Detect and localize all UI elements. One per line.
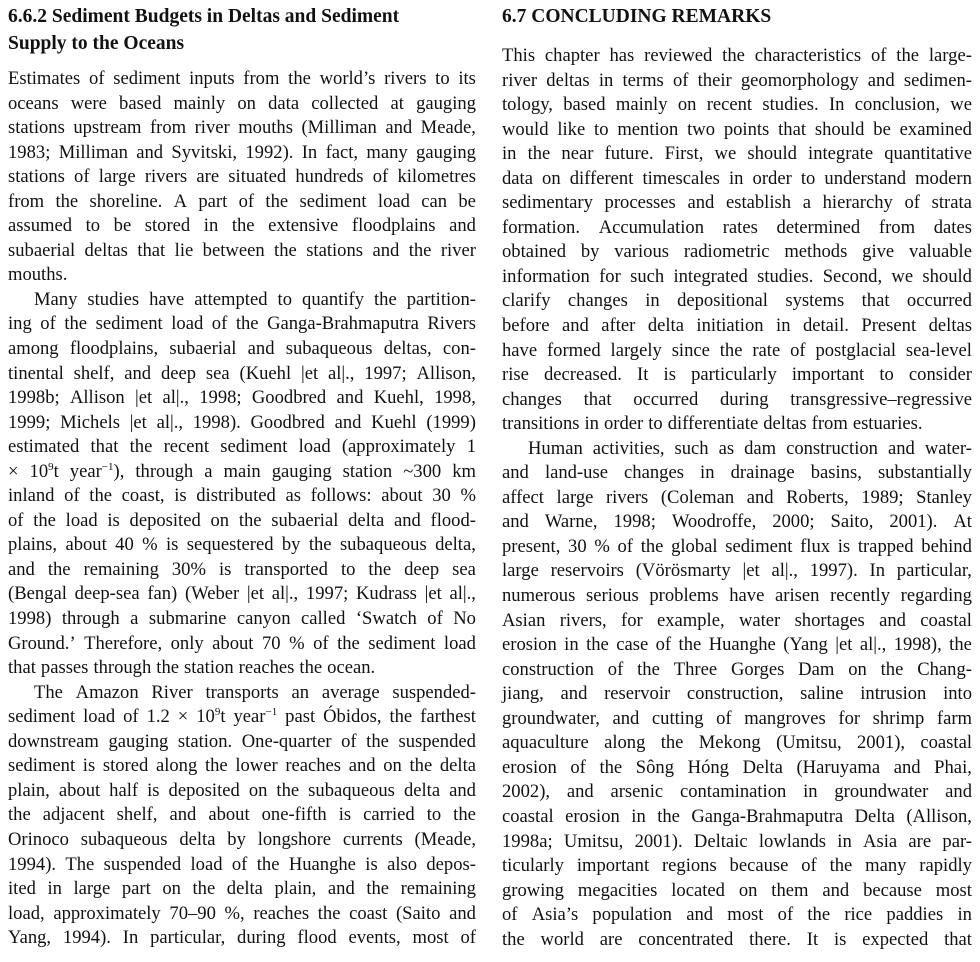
section-body xyxy=(502,44,972,952)
text-line: erosion in the case of the Huanghe (Yang |et al|., 1998), the xyxy=(502,634,972,656)
text-line: changes that occurred during transgressive–regressive xyxy=(502,388,972,410)
text-line: data on different timescales in order to understand modern xyxy=(502,167,972,189)
heading-line: 6.7 CONCLUDING REMARKS xyxy=(502,6,772,27)
text-line: obtained by various radiometric methods give valuable xyxy=(502,241,972,263)
text-line: 2002), and arsenic contamination in groundwater and xyxy=(502,781,972,803)
text-line: inland of the coast, is distributed as follows: about 30 % xyxy=(8,485,476,507)
text-line: 1998) through a submarine canyon called ‘Swatch of No xyxy=(8,608,476,630)
text-line: rise decreased. It is particularly important to consider xyxy=(502,364,972,386)
section-heading-6-6-2 xyxy=(8,3,476,57)
text-line: among floodplains, subaerial and subaqueous deltas, con- xyxy=(8,338,476,360)
text-line: of the load is deposited on the subaerial delta and flood- xyxy=(8,509,476,531)
text-line: tinental shelf, and deep sea (Kuehl |et al|., 1997; Allison, xyxy=(8,362,476,384)
section-heading-6-7 xyxy=(502,3,972,30)
text-line: sediment is stored along the lower reaches and on the delta xyxy=(8,755,476,777)
text-line: and Warne, 1998; Woodroffe, 2000; Saito, 2001). At xyxy=(502,511,972,533)
text-line: ited in large part on the delta plain, and the remaining xyxy=(8,878,476,900)
text-line: the adjacent shelf, and about one-fifth is carried to the xyxy=(8,804,476,826)
text-line: estimated that the recent sediment load (approximately 1 xyxy=(8,436,476,458)
text-line: the world are concentrated there. It is expected that xyxy=(502,928,972,950)
text-line: assumed to be stored in the extensive floodplains and xyxy=(8,215,476,237)
text-line: numerous serious problems have arisen recently regarding xyxy=(502,585,972,607)
text-line: sediment load of 1.2 × $10^9t$ year$^{-1}$ past Óbidos, the farthest xyxy=(8,706,476,728)
text-line: and the remaining 30% is transported to the deep sea xyxy=(8,558,476,580)
text-line: 1999; Michels |et al|., 1998). Goodbred and Kuehl (1999) xyxy=(8,411,476,433)
text-line: before and after delta initiation in detail. Present deltas xyxy=(502,315,972,337)
text-line: Human activities, such as dam construction and water- xyxy=(528,437,972,459)
text-line: jiang, and reservoir construction, saline intrusion into xyxy=(502,683,972,705)
text-line: would like to mention two points that should be examined xyxy=(502,118,972,140)
text-line: subaerial deltas that lie between the stations and the river xyxy=(8,239,476,261)
text-line: load, approximately 70–90 %, reaches the coast (Saito and xyxy=(8,902,476,924)
text-line: × $10^9t$ year$^{-1}$), through a main gauging station ~300 km xyxy=(8,460,476,482)
text-line: Many studies have attempted to quantify the partition- xyxy=(34,288,476,310)
text-line: from the shoreline. A part of the sediment load can be xyxy=(8,190,476,212)
text-line: growing megacities located on them and because most xyxy=(502,879,972,901)
paragraph xyxy=(502,44,972,437)
paragraph xyxy=(8,681,476,951)
text-line: ing of the sediment load of the Ganga-Brahmaputra Rivers xyxy=(8,313,476,335)
text-line: have formed largely since the rate of postglacial sea-level xyxy=(502,339,972,361)
text-line: mouths. xyxy=(8,264,68,286)
text-line: oceans were based mainly on data collected at gauging xyxy=(8,92,476,114)
text-line: plain, about half is deposited on the subaqueous delta and xyxy=(8,779,476,801)
text-line: river deltas in terms of their geomorphology and sedimen- xyxy=(502,69,972,91)
text-line: erosion of the Sông Hóng Delta (Haruyama and Phai, xyxy=(502,756,972,778)
right-column xyxy=(502,0,972,952)
text-line: present, 30 % of the global sediment flux is trapped behind xyxy=(502,535,972,557)
left-column xyxy=(8,0,476,951)
paragraph xyxy=(8,67,476,288)
text-line: (Bengal deep-sea fan) (Weber |et al|., 1997; Kudrass |et al|., xyxy=(8,583,476,605)
text-line: Asian rivers, for example, water shortages and coastal xyxy=(502,609,972,631)
text-line: information for such integrated studies. Second, we should xyxy=(502,265,972,287)
text-line: plains, about 40 % is sequestered by the subaqueous delta, xyxy=(8,534,476,556)
text-line: ticularly important regions because of the many rapidly xyxy=(502,855,972,877)
text-line: affect large rivers (Coleman and Roberts, 1989; Stanley xyxy=(502,486,972,508)
text-line: Estimates of sediment inputs from the world’s rivers to its xyxy=(8,68,476,89)
text-line: 1998a; Umitsu, 2001). Deltaic lowlands in Asia are par- xyxy=(502,830,972,852)
text-line: of Asia’s population and most of the rice paddies in xyxy=(502,904,972,926)
heading-line: 6.6.2 Sediment Budgets in Deltas and Sediment xyxy=(8,6,400,27)
text-line: sedimentary processes and establish a hierarchy of strata xyxy=(502,192,972,214)
text-line: Ground.’ Therefore, only about 70 % of the sediment load xyxy=(8,632,476,654)
text-line: in the near future. First, we should integrate quantitative xyxy=(502,143,972,165)
paragraph xyxy=(502,437,972,952)
text-line: Yang, 1994). In particular, during flood events, most of xyxy=(8,927,476,949)
text-line: clarify changes in depositional systems that occurred xyxy=(502,290,972,312)
paragraph xyxy=(8,288,476,681)
text-line: This chapter has reviewed the characteristics of the large- xyxy=(502,45,972,66)
text-line: tology, based mainly on recent studies. In conclusion, we xyxy=(502,94,972,116)
text-line: formation. Accumulation rates determined from dates xyxy=(502,216,972,238)
section-body xyxy=(8,67,476,951)
text-line: aquaculture along the Mekong (Umitsu, 2001), coastal xyxy=(502,732,972,754)
text-line: and land-use changes in drainage basins, substantially xyxy=(502,462,972,484)
text-line: 1994). The suspended load of the Huanghe is also depos- xyxy=(8,853,476,875)
text-line: downstream gauging station. One-quarter of the suspended xyxy=(8,730,476,752)
text-line: groundwater, and cutting of mangroves for shrimp farm xyxy=(502,707,972,729)
text-line: that passes through the station reaches the ocean. xyxy=(8,657,376,679)
text-line: transitions in order to differentiate deltas from estuaries. xyxy=(502,413,923,435)
heading-line: Supply to the Oceans xyxy=(8,33,185,54)
text-line: large reservoirs (Vörösmarty |et al|., 1997). In particular, xyxy=(502,560,972,582)
text-line: 1983; Milliman and Syvitski, 1992). In fact, many gauging xyxy=(8,141,476,163)
text-line: stations upstream from river mouths (Milliman and Meade, xyxy=(8,117,476,139)
text-line: Orinoco subaqueous delta by longshore currents (Meade, xyxy=(8,828,476,850)
text-line: The Amazon River transports an average suspended- xyxy=(34,681,476,703)
text-line: 1998b; Allison |et al|., 1998; Goodbred and Kuehl, 1998, xyxy=(8,387,476,409)
text-line: construction of the Three Gorges Dam on the Chang- xyxy=(502,658,972,680)
text-line: coastal erosion in the Ganga-Brahmaputra Delta (Allison, xyxy=(502,805,972,827)
text-line: stations of large rivers are situated hundreds of kilometres xyxy=(8,166,476,188)
